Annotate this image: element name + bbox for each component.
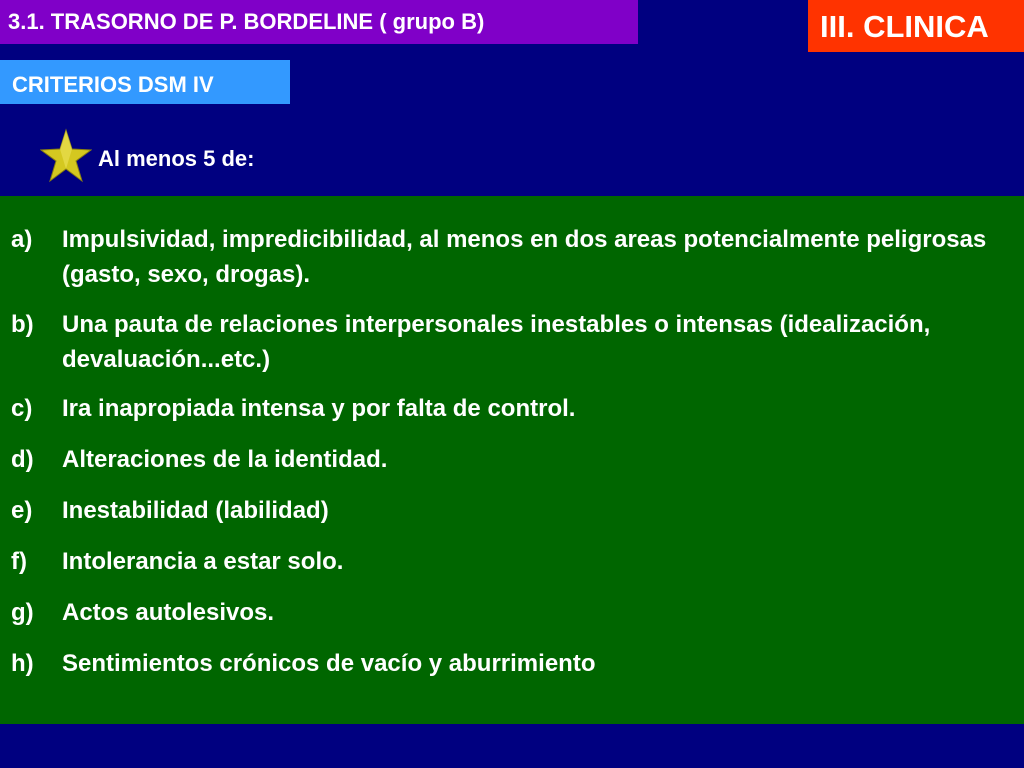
item-text: Intolerancia a estar solo. bbox=[62, 548, 344, 575]
title-banner bbox=[0, 0, 638, 44]
item-marker: f) bbox=[11, 548, 27, 575]
item-marker: b) bbox=[11, 311, 34, 338]
subtitle-banner bbox=[0, 60, 290, 104]
intro-text: Al menos 5 de: bbox=[98, 146, 255, 171]
item-text: Actos autolesivos. bbox=[62, 599, 275, 626]
star-icon bbox=[40, 128, 92, 184]
item-text: Alteraciones de la identidad. bbox=[62, 446, 388, 473]
item-text: Impulsividad, impredicibilidad, al menos en dos areas potencialmente peligrosas (gasto, sexo, drogas). bbox=[62, 226, 987, 288]
slide-title: 3.1. TRASORNO DE P. BORDELINE ( grupo B) bbox=[8, 9, 485, 34]
item-text: Una pauta de relaciones interpersonales inestables o intensas (idealización, devaluación...etc.) bbox=[62, 311, 931, 373]
item-marker: e) bbox=[11, 497, 33, 524]
section-label: III. CLINICA bbox=[820, 9, 989, 44]
item-marker: d) bbox=[11, 446, 34, 473]
item-text: Inestabilidad (labilidad) bbox=[62, 497, 329, 524]
item-text: Ira inapropiada intensa y por falta de control. bbox=[62, 395, 576, 422]
criteria-panel bbox=[0, 196, 1024, 724]
section-banner bbox=[808, 0, 1024, 52]
item-marker: c) bbox=[11, 395, 33, 422]
subtitle-label: CRITERIOS DSM IV bbox=[12, 72, 214, 97]
item-text: Sentimientos crónicos de vacío y aburrimiento bbox=[62, 650, 596, 677]
item-marker: h) bbox=[11, 650, 34, 677]
item-marker: a) bbox=[11, 226, 33, 253]
item-marker: g) bbox=[11, 599, 34, 626]
